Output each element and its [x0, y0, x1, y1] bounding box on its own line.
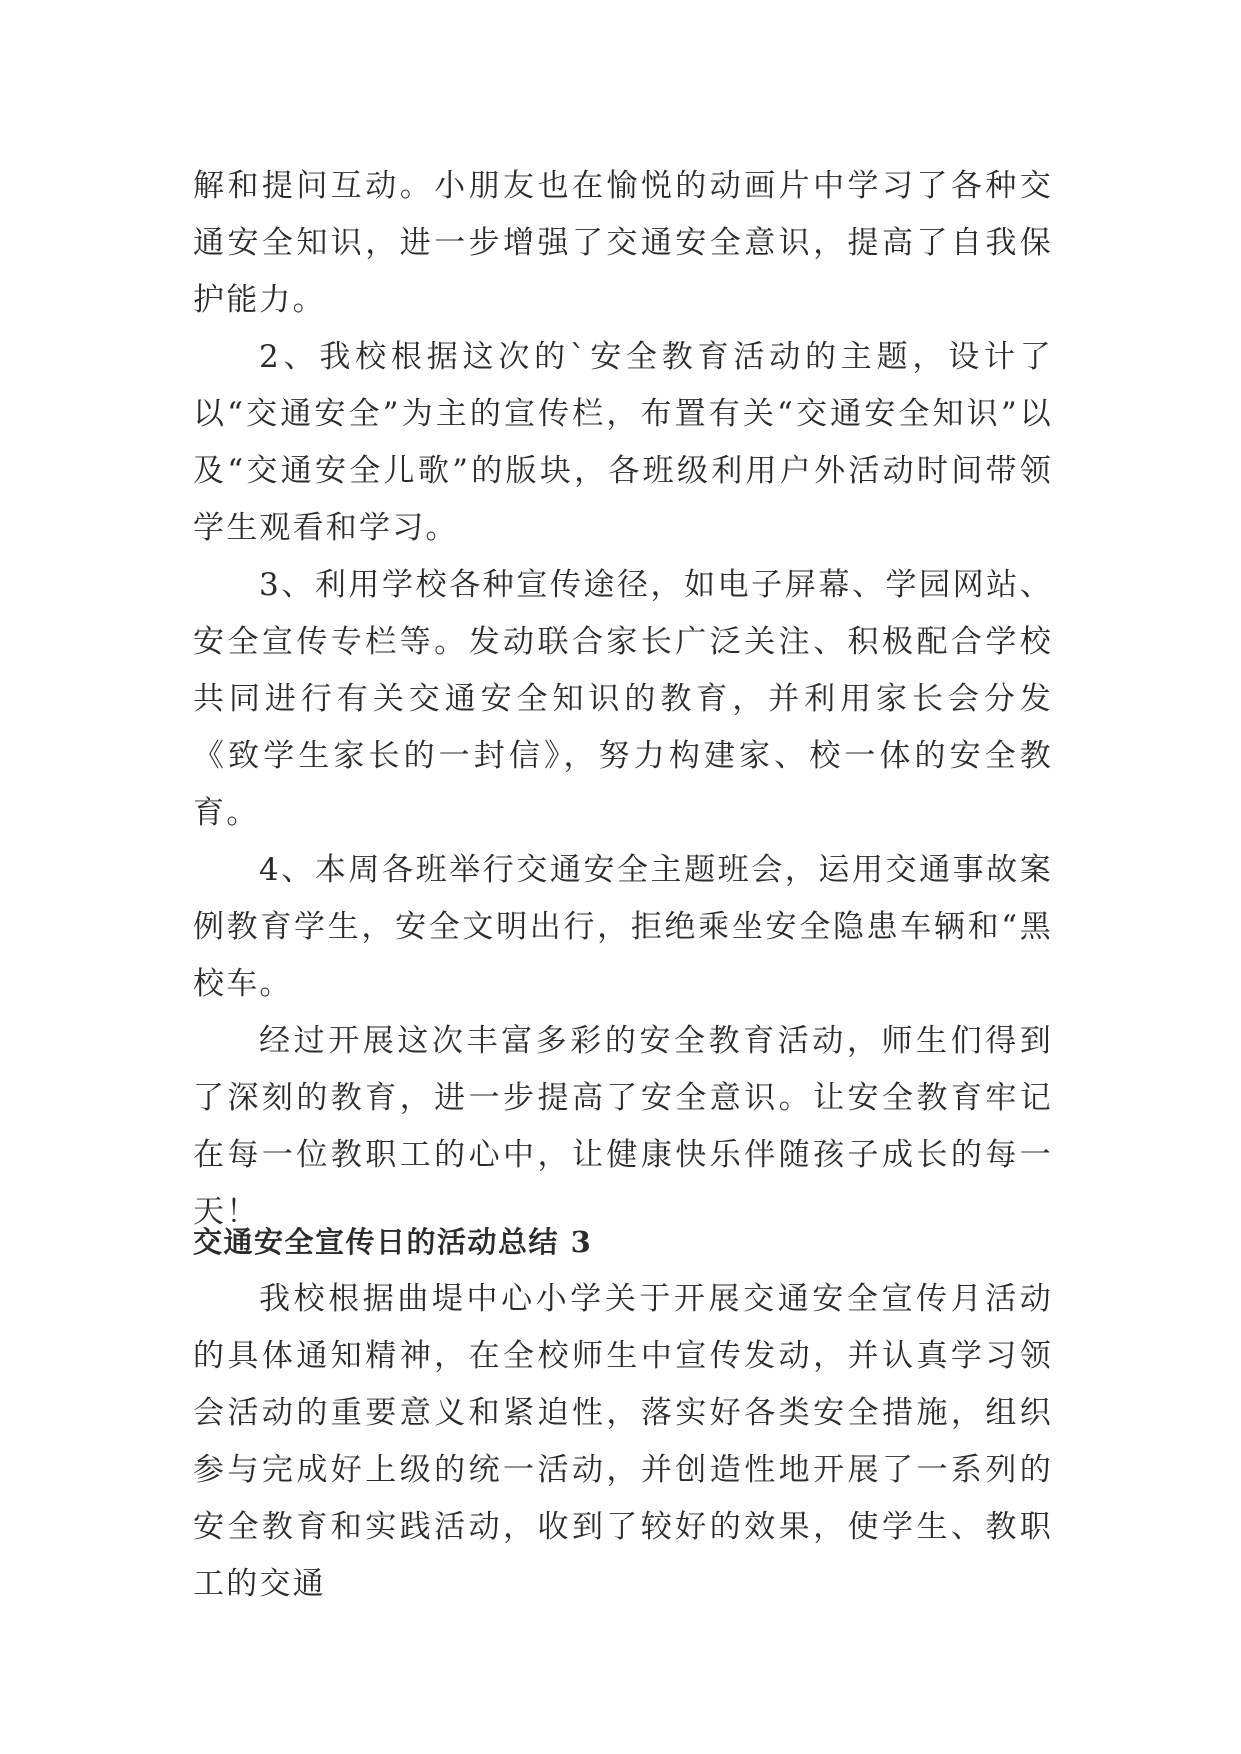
paragraph-item-3: 3、利用学校各种宣传途径，如电子屏幕、学园网站、安全宣传专栏等。发动联合家长广泛关注、积极配合学校共同进行有关交通安全知识的教育，并利用家长会分发《致学生家长的一封信》，努力构建家、校一体的安全教育。	[193, 567, 1053, 831]
section-paragraph: 我校根据曲堤中心小学关于开展交通安全宣传月活动的具体通知精神，在全校师生中宣传发动，并认真学习领会活动的重要意义和紧迫性，落实好各类安全措施，组织参与完成好上级的统一活动，并创造性地开展了一系列的安全教育和实践活动，收到了较好的效果，使学生、教职工的交通	[193, 1281, 1053, 1602]
paragraph-item-2: 2、我校根据这次的`安全教育活动的主题，设计了以“交通安全”为主的宣传栏，布置有关“交通安全知识”以及“交通安全儿歌”的版块，各班级利用户外活动时间带领学生观看和学习。	[193, 339, 1053, 546]
paragraph-conclusion: 经过开展这次丰富多彩的安全教育活动，师生们得到了深刻的教育，进一步提高了安全意识。让安全教育牢记在每一位教职工的心中，让健康快乐伴随孩子成长的每一天！	[193, 1023, 1053, 1230]
paragraph-item-4: 4、本周各班举行交通安全主题班会，运用交通事故案例教育学生，安全文明出行，拒绝乘坐安全隐患车辆和“黑校车。	[193, 852, 1053, 1002]
paragraph-continuation: 解和提问互动。小朋友也在愉悦的动画片中学习了各种交通安全知识，进一步增强了交通安全意识，提高了自我保护能力。	[193, 168, 1053, 318]
document-body-part1	[193, 158, 1053, 1241]
section-heading: 交通安全宣传日的活动总结 3	[193, 1225, 593, 1259]
document-section-3	[193, 1214, 1053, 1613]
